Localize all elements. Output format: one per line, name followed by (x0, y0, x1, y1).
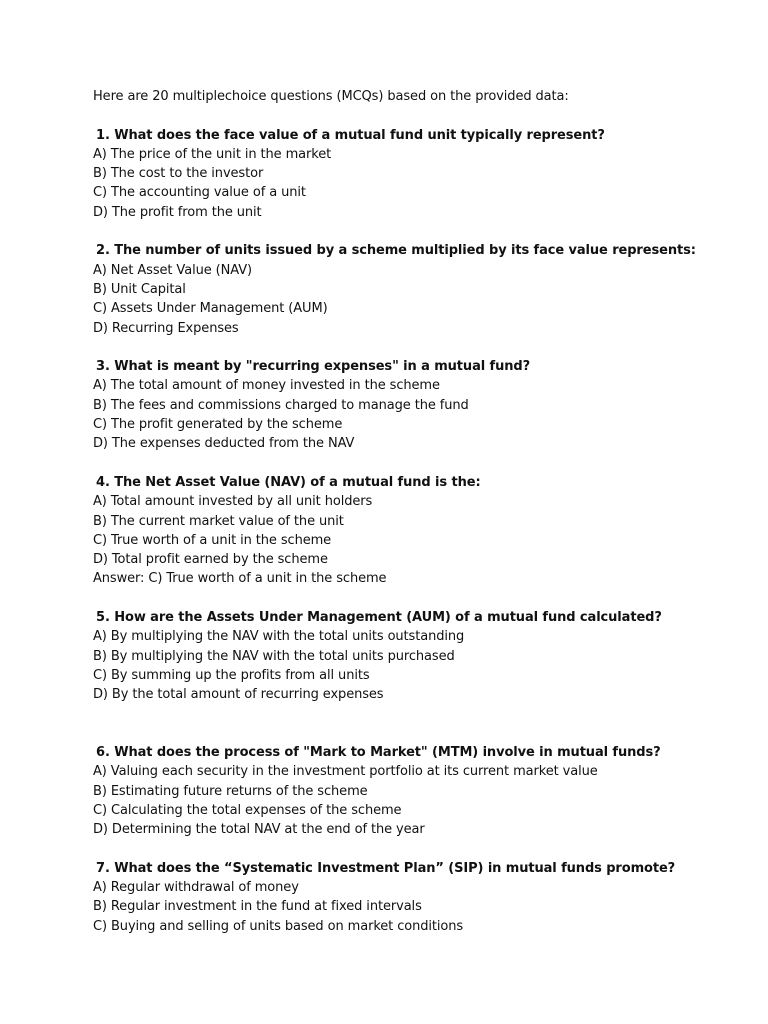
question-block (93, 126, 743, 222)
question-block (93, 473, 743, 589)
question-title: 4. The Net Asset Value (NAV) of a mutual fund is the: (96, 474, 481, 490)
option-c: C) The accounting value of a unit (93, 185, 306, 201)
option-d: D) The profit from the unit (93, 204, 262, 220)
question-block (93, 357, 743, 453)
answer-text: Answer: C) True worth of a unit in the scheme (93, 571, 387, 587)
option-a: A) Regular withdrawal of money (93, 880, 299, 896)
option-d: D) By the total amount of recurring expenses (93, 687, 384, 703)
option-c: C) By summing up the profits from all units (93, 667, 370, 683)
option-b: B) Estimating future returns of the scheme (93, 783, 368, 799)
document-body (93, 87, 743, 955)
option-d: D) Total profit earned by the scheme (93, 552, 328, 568)
question-title: 2. The number of units issued by a scheme multiplied by its face value represents: (96, 243, 696, 259)
question-block (93, 743, 743, 839)
option-b: B) Regular investment in the fund at fixed intervals (93, 899, 422, 915)
option-b: B) Unit Capital (93, 281, 186, 297)
option-c: C) The profit generated by the scheme (93, 417, 343, 433)
option-d: D) Recurring Expenses (93, 320, 239, 336)
question-title: 7. What does the “Systematic Investment Plan” (SIP) in mutual funds promote? (96, 860, 676, 876)
intro-text: Here are 20 multiplechoice questions (MCQs) based on the provided data: (93, 89, 569, 104)
option-d: D) The expenses deducted from the NAV (93, 436, 355, 452)
option-b: B) The fees and commissions charged to manage the fund (93, 397, 469, 413)
option-a: A) By multiplying the NAV with the total units outstanding (93, 629, 465, 645)
option-b: B) By multiplying the NAV with the total units purchased (93, 648, 455, 664)
option-c: C) Calculating the total expenses of the scheme (93, 802, 402, 818)
question-title: 3. What is meant by "recurring expenses" in a mutual fund? (96, 359, 531, 375)
option-b: B) The current market value of the unit (93, 513, 344, 529)
question-block (93, 241, 743, 337)
option-a: A) Net Asset Value (NAV) (93, 262, 252, 278)
option-a: A) The price of the unit in the market (93, 146, 332, 162)
option-a: A) Total amount invested by all unit holders (93, 494, 373, 510)
option-b: B) The cost to the investor (93, 166, 264, 182)
question-title: 6. What does the process of "Mark to Market" (MTM) involve in mutual funds? (96, 745, 661, 761)
question-block (93, 608, 743, 704)
option-d: D) Determining the total NAV at the end of the year (93, 822, 425, 838)
option-a: A) Valuing each security in the investment portfolio at its current market value (93, 764, 598, 780)
option-a: A) The total amount of money invested in the scheme (93, 378, 440, 394)
question-block (93, 859, 743, 936)
question-title: 5. How are the Assets Under Management (AUM) of a mutual fund calculated? (96, 610, 662, 626)
option-c: C) Buying and selling of units based on market conditions (93, 918, 464, 934)
question-title: 1. What does the face value of a mutual fund unit typically represent? (96, 127, 605, 143)
option-c: C) True worth of a unit in the scheme (93, 532, 332, 548)
option-c: C) Assets Under Management (AUM) (93, 301, 328, 317)
